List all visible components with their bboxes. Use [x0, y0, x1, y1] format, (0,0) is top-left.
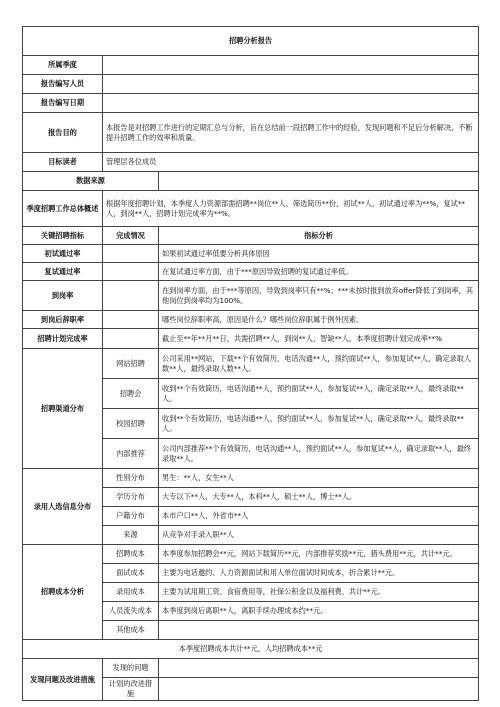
issues-label: 发现问题及改进措施	[23, 659, 103, 701]
hire-info-text: 大专以下**人，大专**人，本科**人，硕士**人，博士**人。	[159, 488, 479, 507]
data-source-label: 数据来源	[23, 172, 159, 191]
kpi-name: 初试通过率	[23, 245, 103, 263]
data-source-value[interactable]	[159, 172, 479, 191]
overview-text: 根据年度招聘计划，本季度人力资源部需招聘**岗位**人，筛选简历**份，初试**人，初试通过率为**%，复试**人，到岗**人，招聘计划完成率为**%。	[103, 191, 479, 227]
channel-text: 公司采用**网站，下载**个有效简历，电话沟通**人，预约面试**人，参加复试**人，确定录取人数**人，最终录取人数**人。	[159, 349, 479, 379]
channel-name: 校园招聘	[103, 409, 159, 439]
cost-summary: 本季度招聘成本共计**元，人均招聘成本**元	[23, 640, 479, 659]
audience-label: 目标读者	[23, 153, 103, 172]
header-row	[23, 75, 479, 94]
channel-name: 网站招聘	[103, 349, 159, 379]
overview-label: 季度招聘工作总体概述	[23, 191, 103, 227]
hire-info-text: 男生：**人，女生**人	[159, 469, 479, 488]
issue-row	[23, 659, 479, 678]
kpi-status[interactable]	[103, 245, 159, 263]
hire-info-name: 性别分布	[103, 469, 159, 488]
hires-label: 录用人选信息分布	[23, 469, 103, 545]
author-label: 报告编写人员	[23, 75, 103, 94]
channel-text: 公司内部推荐**个有效简历，电话沟通**人，预约面试**人，参加复试**人，确定录取**人，最终录取**人。	[159, 439, 479, 469]
data-source-row	[23, 172, 479, 191]
quarter-value[interactable]	[103, 56, 479, 75]
kpi-name: 招聘计划完成率	[23, 329, 103, 349]
header-row	[23, 56, 479, 75]
cost-row	[23, 545, 479, 564]
kpi-label: 关键招聘指标	[23, 227, 103, 245]
kpi-status[interactable]	[103, 329, 159, 349]
quarter-label: 所属季度	[23, 56, 103, 75]
report-title: 招聘分析报告	[23, 27, 479, 56]
cost-text: 主要为试用期工资、食宿费用等，社保公积金以及福利费，共计**元。	[159, 583, 479, 602]
kpi-status[interactable]	[103, 311, 159, 329]
kpi-analysis-header: 指标分析	[159, 227, 479, 245]
kpi-analysis: 截止至**年**月**日，共需招聘**人，到岗**人，智缺**人，本季度招聘计划完成率**%	[159, 329, 479, 349]
channels-label: 招聘渠道分布	[23, 349, 103, 469]
kpi-row	[23, 311, 479, 329]
header-row	[23, 113, 479, 153]
hire-info-text: 本市户口**人，外省市**人	[159, 507, 479, 526]
hire-info-text: 从竞争对手录入职**人	[159, 526, 479, 545]
purpose-value: 本报告是对招聘工作进行的定期汇总与分析，旨在总结前一段招聘工作中的经验，发现问题和不足后分析解决，不断提升招聘工作的效率和质量。	[103, 113, 479, 153]
kpi-row	[23, 281, 479, 311]
kpi-name: 到岗后辞职率	[23, 311, 103, 329]
cost-text: 本季度到岗后离职**人，离职手续办理成本约**元。	[159, 602, 479, 621]
hire-info-name: 学历分布	[103, 488, 159, 507]
hire-info-name: 户籍分布	[103, 507, 159, 526]
kpi-name: 到岗率	[23, 281, 103, 311]
title-row	[23, 27, 479, 56]
hire-info-name: 来源	[103, 526, 159, 545]
issue-name: 计划的改进措施	[103, 678, 159, 701]
kpi-row	[23, 263, 479, 281]
kpi-analysis: 在复试通过率方面，由于***原因导致招聘的复试通过率低。	[159, 263, 479, 281]
channel-text: 收到**个有效简历，电话沟通**人，预约面试**人，参加复试**人，确定录取**人，最终录取**人。	[159, 379, 479, 409]
date-label: 报告编写日期	[23, 94, 103, 113]
audience-value: 管理层各位成员	[103, 153, 479, 172]
date-value[interactable]	[103, 94, 479, 113]
author-value[interactable]	[103, 75, 479, 94]
hire-info-row	[23, 469, 479, 488]
issue-text[interactable]	[159, 659, 479, 678]
channel-text: 收到**个有效简历，电话沟通**人，预约面试**人，参加复试**人，确定录取**人，最终录取**人。	[159, 409, 479, 439]
cost-name: 人员流失成本	[103, 602, 159, 621]
kpi-status[interactable]	[103, 263, 159, 281]
cost-name: 招聘成本	[103, 545, 159, 564]
issue-name: 发现的问题	[103, 659, 159, 678]
kpi-analysis: 哪些岗位辞职率高，原因是什么？哪些岗位辞职属于例外因素。	[159, 311, 479, 329]
kpi-name: 复试通过率	[23, 263, 103, 281]
costs-label: 招聘成本分析	[23, 545, 103, 640]
cost-name: 面试成本	[103, 564, 159, 583]
cost-text: 本季度参加招聘会**元，网站下载简历**元，内部推荐奖励**元，猎头费用**元，共计**元。	[159, 545, 479, 564]
purpose-label: 报告目的	[23, 113, 103, 153]
cost-name: 其他成本	[103, 621, 159, 640]
kpi-analysis: 在到岗率方面，由于***等原因，导致到岗率只有**%；***未按时报到放弃offer降低了到岗率，其他岗位到岗率均为100%。	[159, 281, 479, 311]
recruitment-report-table	[22, 26, 479, 701]
channel-row	[23, 349, 479, 379]
cost-summary-row	[23, 640, 479, 659]
header-row	[23, 94, 479, 113]
cost-name: 录用成本	[103, 583, 159, 602]
kpi-status-header: 完成情况	[103, 227, 159, 245]
kpi-row	[23, 245, 479, 263]
kpi-analysis: 如果初试通过率低要分析具体原因	[159, 245, 479, 263]
overview-row	[23, 191, 479, 227]
kpi-row	[23, 329, 479, 349]
channel-name: 招聘会	[103, 379, 159, 409]
cost-text: 主要为电话邀约、人力资源面试和用人单位面试时间成本，折合累计**元。	[159, 564, 479, 583]
cost-text[interactable]	[159, 621, 479, 640]
kpi-header-row	[23, 227, 479, 245]
channel-name: 内部推荐	[103, 439, 159, 469]
issue-text[interactable]	[159, 678, 479, 701]
header-row	[23, 153, 479, 172]
kpi-status[interactable]	[103, 281, 159, 311]
